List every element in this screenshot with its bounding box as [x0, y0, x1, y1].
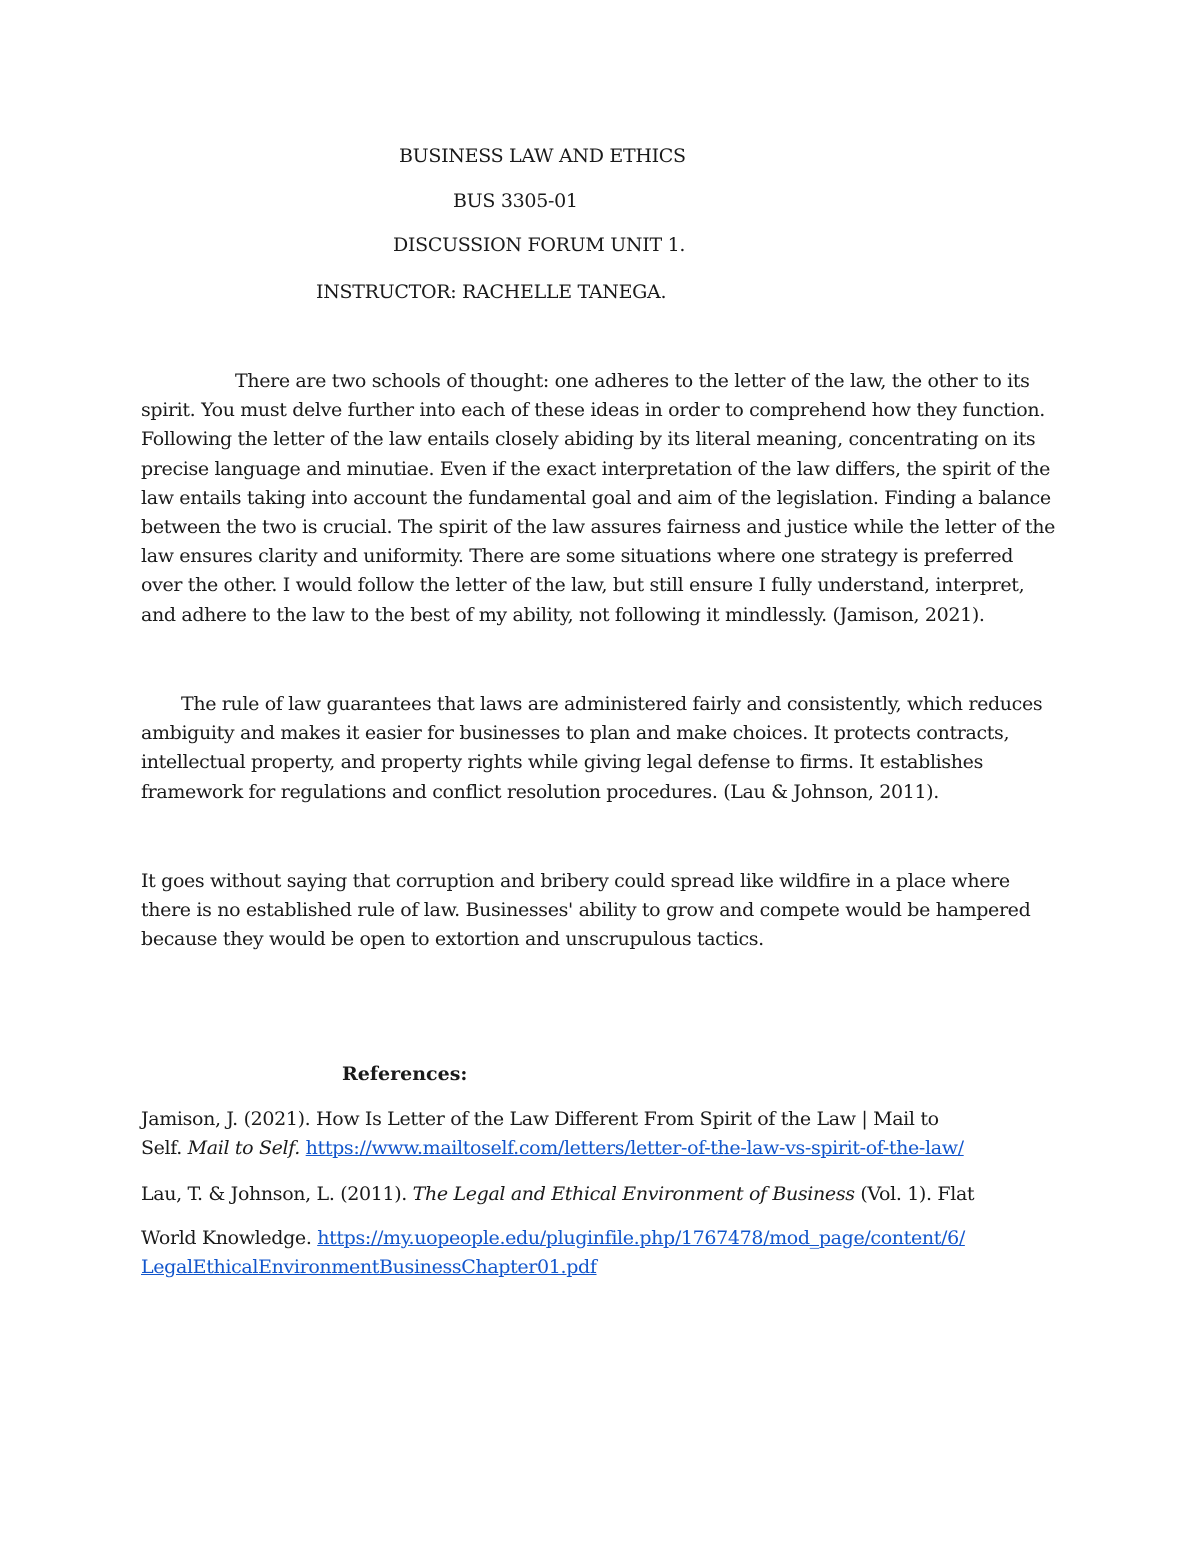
paragraph-line: precise language and minutiae. Even if the exact interpretation of the law differs, the spirit of the	[141, 457, 1051, 480]
paragraph-line: The rule of law guarantees that laws are administered fairly and consistently, which reduces	[181, 693, 1043, 715]
reference-line	[141, 1224, 965, 1253]
paragraph-line: and adhere to the law to the best of my ability, not following it mindlessly. (Jamison, 2021).	[141, 603, 985, 626]
course-code: BUS 3305-01	[453, 190, 578, 212]
reference-link-uopeople-part1[interactable]: https://my.uopeople.edu/pluginfile.php/1767478/mod_page/content/6/	[317, 1227, 965, 1249]
paragraph-line: law entails taking into account the fundamental goal and aim of the legislation. Finding a balance	[141, 486, 1051, 509]
reference-text: Self.	[141, 1137, 188, 1160]
instructor-name: INSTRUCTOR: RACHELLE TANEGA.	[316, 281, 667, 303]
paragraph-line: ambiguity and makes it easier for businesses to plan and make choices. It protects contracts,	[141, 722, 1010, 745]
reference-link-jamison[interactable]: https://www.mailtoself.com/letters/letter-of-the-law-vs-spirit-of-the-law/	[305, 1137, 964, 1160]
reference-text: (Vol. 1). Flat	[854, 1183, 975, 1205]
paragraph-line: Following the letter of the law entails closely abiding by its literal meaning, concentrating on its	[141, 428, 1036, 451]
paragraph-line: There are two schools of thought: one adheres to the letter of the law, the other to its	[235, 370, 1030, 392]
reference-line: Jamison, J. (2021). How Is Letter of the Law Different From Spirit of the Law | Mail to	[141, 1108, 939, 1130]
reference-text: World Knowledge.	[141, 1227, 318, 1249]
paragraph-rule-of-law	[141, 690, 1071, 807]
reference-line	[141, 1134, 964, 1163]
paragraph-line: It goes without saying that corruption and bribery could spread like wildfire in a place where	[141, 870, 1010, 892]
reference-italic-title: The Legal and Ethical Environment of Business	[412, 1183, 855, 1205]
paragraph-letter-vs-spirit	[141, 367, 1071, 630]
reference-text: Lau, T. & Johnson, L. (2011).	[141, 1183, 413, 1205]
reference-line	[141, 1180, 974, 1209]
paragraph-corruption	[141, 867, 1071, 955]
reference-jamison	[141, 1105, 964, 1163]
course-name: BUSINESS LAW AND ETHICS	[399, 145, 686, 167]
reference-lau-johnson-cont	[141, 1224, 965, 1282]
reference-italic-title: Mail to Self.	[187, 1137, 300, 1160]
paragraph-line: intellectual property, and property rights while giving legal defense to firms. It establishes	[141, 751, 983, 774]
paragraph-line: there is no established rule of law. Businesses' ability to grow and compete would be hampered	[141, 899, 1031, 922]
reference-line	[141, 1253, 965, 1282]
assignment-title: DISCUSSION FORUM UNIT 1.	[393, 234, 686, 256]
paragraph-line: between the two is crucial. The spirit of the law assures fairness and justice while the letter of the	[141, 516, 1056, 539]
paragraph-line: spirit. You must delve further into each of these ideas in order to comprehend how they function.	[141, 399, 1045, 422]
paragraph-line: framework for regulations and conflict resolution procedures. (Lau & Johnson, 2011).	[141, 780, 939, 803]
reference-link-uopeople-part2[interactable]: LegalEthicalEnvironmentBusinessChapter01.pdf	[141, 1256, 597, 1279]
references-heading: References:	[342, 1063, 468, 1085]
paragraph-line: law ensures clarity and uniformity. There are some situations where one strategy is preferred	[141, 545, 1014, 568]
reference-lau-johnson	[141, 1180, 974, 1209]
paragraph-line: because they would be open to extortion and unscrupulous tactics.	[141, 928, 764, 951]
paragraph-line: over the other. I would follow the letter of the law, but still ensure I fully understand, interpret,	[141, 574, 1025, 597]
